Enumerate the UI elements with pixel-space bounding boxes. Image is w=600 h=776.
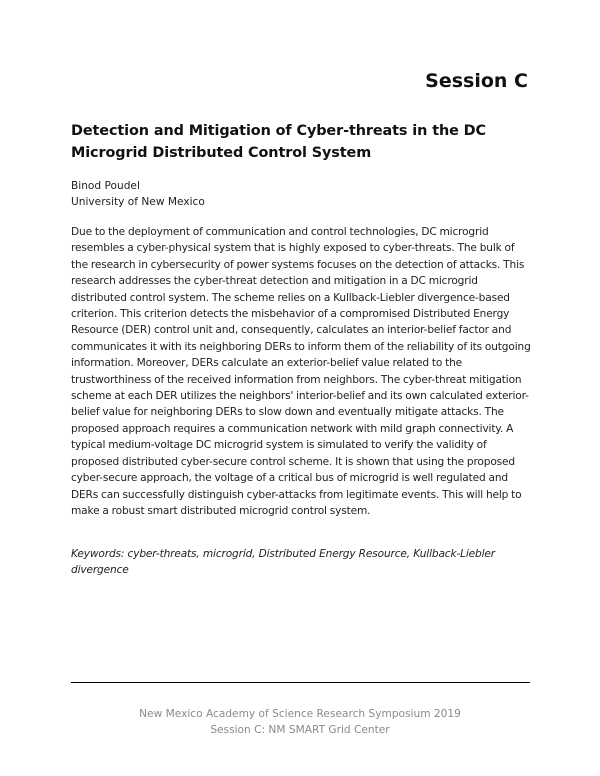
- session-heading: Session C: [425, 70, 528, 92]
- footer-session: Session C: NM SMART Grid Center: [210, 724, 390, 736]
- abstract-text: Due to the deployment of communication and control technologies, DC microgrid resembles a cyber-physical system that is highly exposed to cyber-threats. The bulk of the research in cybersecurity of power systems focuses on the detection of attacks. This research addresses the cyber-threat detection and mitigation in a DC microgrid distributed control system. The scheme relies on a Kullback-Liebler divergence-based criterion. This criterion detects the misbehavior of a compromised Distributed Energy Resource (DER) control unit and, consequently, calculates an interior-belief factor and communicates it with its neighboring DERs to inform them of the reliability of its outgoing information. Moreover, DERs calculate an exterior-belief value related to the trustworthiness of the received information from neighbors. The cyber-threat mitigation scheme at each DER utilizes the neighbors' interior-belief and its own calculated exterior-belief value for neighboring DERs to slow down and eventually mitigate attacks. The proposed approach requires a communication network with mild graph connectivity. A typical medium-voltage DC microgrid system is simulated to verify the validity of proposed distributed cyber-secure control scheme. It is shown that using the proposed cyber-secure approach, the voltage of a critical bus of microgrid is well regulated and DERs can successfully distinguish cyber-attacks from legitimate events. This will help to make a robust smart distributed microgrid control system.: [71, 226, 531, 517]
- footer-divider: [71, 682, 530, 683]
- author-affiliation: University of New Mexico: [71, 196, 205, 208]
- footer-symposium: New Mexico Academy of Science Research Symposium 2019: [139, 708, 461, 720]
- keywords-text: Keywords: cyber-threats, microgrid, Distributed Energy Resource, Kullback-Liebler divergence: [71, 548, 495, 576]
- author-block: [71, 178, 205, 210]
- paper-title: Detection and Mitigation of Cyber-threats in the DC Microgrid Distributed Control System: [71, 123, 486, 161]
- page-footer: [0, 706, 600, 738]
- author-name: Binod Poudel: [71, 180, 140, 192]
